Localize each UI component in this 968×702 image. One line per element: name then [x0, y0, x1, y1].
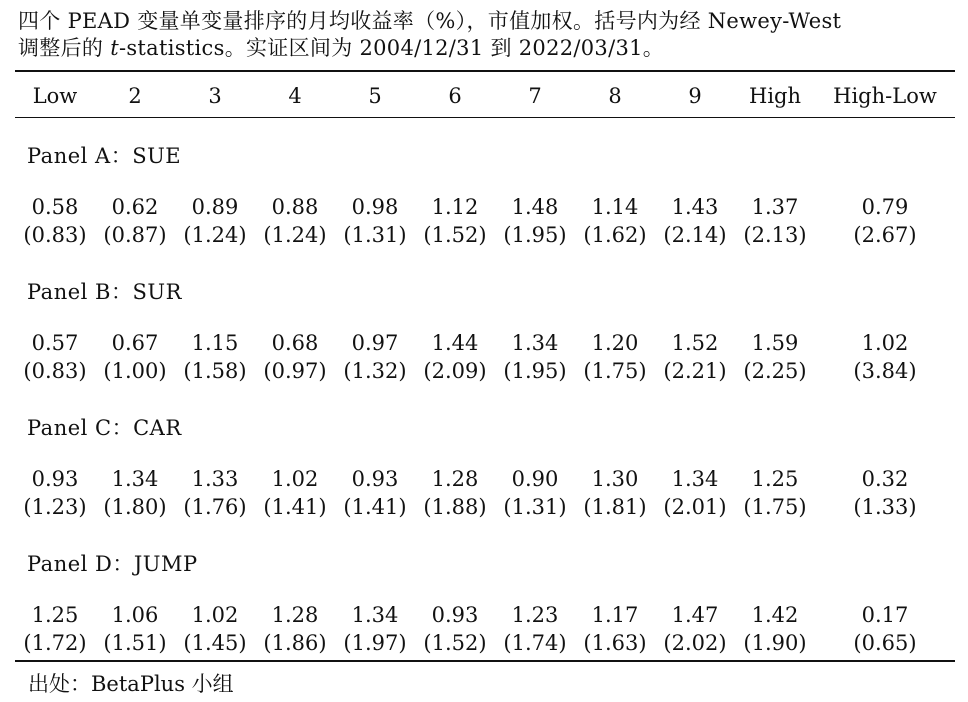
- panel-b-title: Panel B：SUR: [27, 280, 182, 304]
- column-header-6: 6: [448, 84, 462, 108]
- panel-c-return-5: 0.93: [351, 467, 399, 491]
- panel-a-return-3: 0.89: [191, 195, 239, 219]
- panel-b-tstat-high: (2.25): [743, 359, 807, 383]
- panel-a-returns-row: [15, 193, 955, 221]
- header-rule: [15, 117, 955, 118]
- panel-d-tstat-high-low: (0.65): [853, 631, 917, 655]
- panel-b-tstats-row: [15, 357, 955, 385]
- panel-b-tstat-2: (1.00): [103, 359, 167, 383]
- column-header-7: 7: [528, 84, 542, 108]
- panel-a-return-high: 1.37: [751, 195, 799, 219]
- column-header-2: 2: [128, 84, 142, 108]
- panel-c-tstat-7: (1.31): [503, 495, 567, 519]
- panel-c-tstat-8: (1.81): [583, 495, 647, 519]
- column-header-low: Low: [32, 84, 78, 108]
- panel-d-return-6: 0.93: [431, 603, 479, 627]
- column-header-high-low: High-Low: [833, 84, 937, 108]
- caption-line-2-prefix: 调整后的: [18, 36, 111, 60]
- panel-d-tstat-8: (1.63): [583, 631, 647, 655]
- panel-c-tstat-low: (1.23): [23, 495, 87, 519]
- panel-a-tstat-5: (1.31): [343, 223, 407, 247]
- panel-c-returns-row: [15, 465, 955, 493]
- panel-a-tstat-low: (0.83): [23, 223, 87, 247]
- panel-b-returns-row: [15, 329, 955, 357]
- panel-a-title: Panel A：SUE: [27, 144, 182, 168]
- panel-c-title: Panel C：CAR: [27, 416, 182, 440]
- caption-line-1: 四个 PEAD 变量单变量排序的月均收益率（%），市值加权。括号内为经 Newey-West: [18, 9, 842, 33]
- panel-c-return-high-low: 0.32: [861, 467, 909, 491]
- panel-d-return-8: 1.17: [591, 603, 639, 627]
- panel-d-return-3: 1.02: [191, 603, 239, 627]
- panel-b-tstat-3: (1.58): [183, 359, 247, 383]
- panel-a-tstat-8: (1.62): [583, 223, 647, 247]
- panel-a-tstat-2: (0.87): [103, 223, 167, 247]
- panel-a-tstat-high: (2.13): [743, 223, 807, 247]
- panel-d-tstat-2: (1.51): [103, 631, 167, 655]
- panel-d-return-high-low: 0.17: [861, 603, 909, 627]
- caption-t-italic: t: [110, 36, 119, 60]
- panel-c-tstat-high-low: (1.33): [853, 495, 917, 519]
- panel-b-return-2: 0.67: [111, 331, 159, 355]
- panel-d-return-high: 1.42: [751, 603, 799, 627]
- panel-d-tstat-7: (1.74): [503, 631, 567, 655]
- panel-a-return-8: 1.14: [591, 195, 639, 219]
- panel-a-tstat-high-low: (2.67): [853, 223, 917, 247]
- panel-d-return-2: 1.06: [111, 603, 159, 627]
- panel-c-return-2: 1.34: [111, 467, 159, 491]
- column-header-9: 9: [688, 84, 702, 108]
- panel-c-tstat-5: (1.41): [343, 495, 407, 519]
- panel-a-return-5: 0.98: [351, 195, 399, 219]
- panel-b-return-5: 0.97: [351, 331, 399, 355]
- panel-d-return-5: 1.34: [351, 603, 399, 627]
- column-header-3: 3: [208, 84, 222, 108]
- panel-c-return-9: 1.34: [671, 467, 719, 491]
- panel-d-return-7: 1.23: [511, 603, 559, 627]
- panel-b-tstat-5: (1.32): [343, 359, 407, 383]
- panel-c-return-4: 1.02: [271, 467, 319, 491]
- panel-a-return-high-low: 0.79: [861, 195, 909, 219]
- panel-b-return-9: 1.52: [671, 331, 719, 355]
- panel-d-tstats-row: [15, 629, 955, 657]
- panel-a-tstat-6: (1.52): [423, 223, 487, 247]
- column-header-4: 4: [288, 84, 302, 108]
- panel-c-tstat-4: (1.41): [263, 495, 327, 519]
- panel-d-return-4: 1.28: [271, 603, 319, 627]
- panel-b-return-low: 0.57: [31, 331, 79, 355]
- panel-c-return-6: 1.28: [431, 467, 479, 491]
- column-header-5: 5: [368, 84, 382, 108]
- panel-d-tstat-9: (2.02): [663, 631, 727, 655]
- panel-c-tstat-6: (1.88): [423, 495, 487, 519]
- panel-b-return-6: 1.44: [431, 331, 479, 355]
- panel-b-tstat-9: (2.21): [663, 359, 727, 383]
- panel-c-tstat-high: (1.75): [743, 495, 807, 519]
- panel-a-tstat-3: (1.24): [183, 223, 247, 247]
- panel-b-tstat-8: (1.75): [583, 359, 647, 383]
- column-header-high: High: [749, 84, 801, 108]
- panel-c-return-3: 1.33: [191, 467, 239, 491]
- panel-c-return-low: 0.93: [31, 467, 79, 491]
- panel-b-return-7: 1.34: [511, 331, 559, 355]
- panel-d-tstat-4: (1.86): [263, 631, 327, 655]
- panel-c-tstats-row: [15, 493, 955, 521]
- panel-b-tstat-low: (0.83): [23, 359, 87, 383]
- panel-a-return-7: 1.48: [511, 195, 559, 219]
- panel-c-return-high: 1.25: [751, 467, 799, 491]
- panel-a-tstats-row: [15, 221, 955, 249]
- panel-a-tstat-4: (1.24): [263, 223, 327, 247]
- panel-a-tstat-7: (1.95): [503, 223, 567, 247]
- panel-c-return-7: 0.90: [511, 467, 559, 491]
- panel-d-values: [15, 601, 955, 657]
- panel-d-return-low: 1.25: [31, 603, 79, 627]
- panel-b-return-3: 1.15: [191, 331, 239, 355]
- panel-c-tstat-3: (1.76): [183, 495, 247, 519]
- bottom-rule: [15, 660, 955, 662]
- caption-line-2: [18, 35, 953, 62]
- panel-d-returns-row: [15, 601, 955, 629]
- panel-b-tstat-6: (2.09): [423, 359, 487, 383]
- panel-c-return-8: 1.30: [591, 467, 639, 491]
- panel-a-tstat-9: (2.14): [663, 223, 727, 247]
- panel-d-tstat-high: (1.90): [743, 631, 807, 655]
- panel-a-return-9: 1.43: [671, 195, 719, 219]
- panel-a-return-2: 0.62: [111, 195, 159, 219]
- panel-b-tstat-high-low: (3.84): [853, 359, 917, 383]
- panel-d-tstat-6: (1.52): [423, 631, 487, 655]
- panel-a-return-6: 1.12: [431, 195, 479, 219]
- panel-b-return-high-low: 1.02: [861, 331, 909, 355]
- panel-b-return-8: 1.20: [591, 331, 639, 355]
- panel-b-return-high: 1.59: [751, 331, 799, 355]
- panel-b-values: [15, 329, 955, 385]
- caption-line-2-suffix: -statistics。实证区间为 2004/12/31 到 2022/03/31。: [118, 36, 665, 60]
- panel-d-tstat-low: (1.72): [23, 631, 87, 655]
- column-header-row: [15, 78, 955, 114]
- panel-b-tstat-7: (1.95): [503, 359, 567, 383]
- panel-c-tstat-2: (1.80): [103, 495, 167, 519]
- panel-b-return-4: 0.68: [271, 331, 319, 355]
- panel-a-values: [15, 193, 955, 249]
- panel-d-title: Panel D：JUMP: [27, 552, 198, 576]
- column-header-8: 8: [608, 84, 622, 108]
- panel-a-return-4: 0.88: [271, 195, 319, 219]
- top-rule: [15, 70, 955, 72]
- panel-a-return-low: 0.58: [31, 195, 79, 219]
- panel-c-tstat-9: (2.01): [663, 495, 727, 519]
- panel-b-tstat-4: (0.97): [263, 359, 327, 383]
- source-note: 出处：BetaPlus 小组: [28, 672, 234, 696]
- table-caption: [18, 8, 953, 62]
- panel-d-tstat-5: (1.97): [343, 631, 407, 655]
- panel-c-values: [15, 465, 955, 521]
- panel-d-tstat-3: (1.45): [183, 631, 247, 655]
- panel-d-return-9: 1.47: [671, 603, 719, 627]
